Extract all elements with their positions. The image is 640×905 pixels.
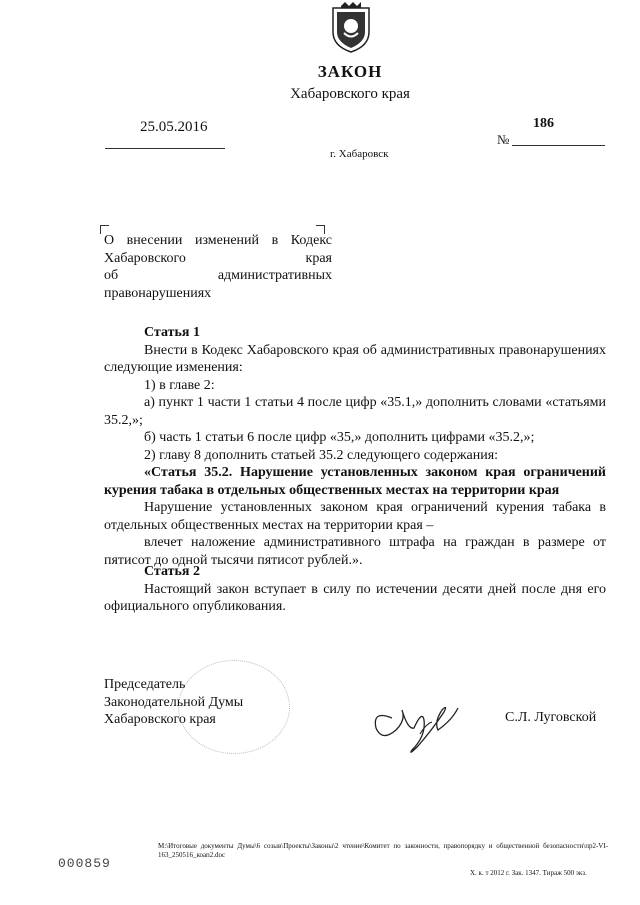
article-1-item-1: 1) в главе 2: <box>144 377 215 393</box>
city: г. Хабаровск <box>330 148 389 160</box>
signatory-position <box>104 676 243 729</box>
handwritten-signature-icon <box>362 690 482 760</box>
position-line: Законодательной Думы <box>104 694 244 710</box>
article-1-item-1b: б) часть 1 статьи 6 после цифр «35,» дополнить цифрами «35.2,»; <box>144 430 535 445</box>
heading-line: правонарушениях <box>104 285 212 301</box>
law-heading <box>104 232 332 302</box>
document-date: 25.05.2016 <box>140 119 208 135</box>
coat-of-arms-icon <box>327 2 375 54</box>
signatory-name: С.Л. Луговской <box>505 710 597 725</box>
document-title: ЗАКОН <box>317 62 383 81</box>
heading-line: об административных <box>104 268 332 283</box>
heading-line: О внесении изменений в Кодекс <box>104 233 332 248</box>
article-1 <box>104 324 606 569</box>
article-1-intro: Внести в Кодекс Хабаровского края об административных правонарушениях следующие изменения: <box>104 342 606 375</box>
serial-number: 000859 <box>58 856 111 871</box>
file-path: М:\Итоговые документы Думы\6 созыв\Проекты\Законы\2 чтение\Комитет по законности, правопорядку и общественной безопасности\пр2-VI-163_250516_коап2.doc <box>158 842 608 859</box>
document-number: 186 <box>533 116 554 131</box>
document-subtitle: Хабаровского края <box>290 86 410 102</box>
number-label: № <box>497 132 510 147</box>
article-1-item-2: 2) главу 8 дополнить статьей 35.2 следующего содержания: <box>144 447 499 463</box>
article-2-text: Настоящий закон вступает в силу по истечении десяти дней после дня его официального опубликования. <box>104 581 606 614</box>
article-1-item-1a: а) пункт 1 части 1 статьи 4 после цифр «35.1,» дополнить словами «статьями 35.2,»; <box>104 395 606 428</box>
article-1-title: Статья 1 <box>144 325 200 340</box>
new-article-title: «Статья 35.2. Нарушение установленных законом края ограничений курения табака в отдельных общественных местах на территории края <box>104 465 606 498</box>
date-underline <box>105 148 225 149</box>
article-2 <box>104 563 606 616</box>
position-line: Председатель <box>104 677 186 692</box>
new-article-text: Нарушение установленных законом края ограничений курения табака в отдельных общественных местах на территории края – <box>104 500 606 533</box>
new-article-penalty: влечет наложение административного штрафа на граждан в размере от пятисот до одной тысячи пятисот рублей.». <box>104 535 606 568</box>
position-line: Хабаровского края <box>104 712 216 727</box>
article-2-title: Статья 2 <box>144 564 200 579</box>
print-info: Х. к. т 2012 г. Зак. 1347. Тираж 500 экз. <box>470 869 587 877</box>
heading-line: Хабаровского края <box>104 250 332 266</box>
number-underline <box>512 145 605 146</box>
